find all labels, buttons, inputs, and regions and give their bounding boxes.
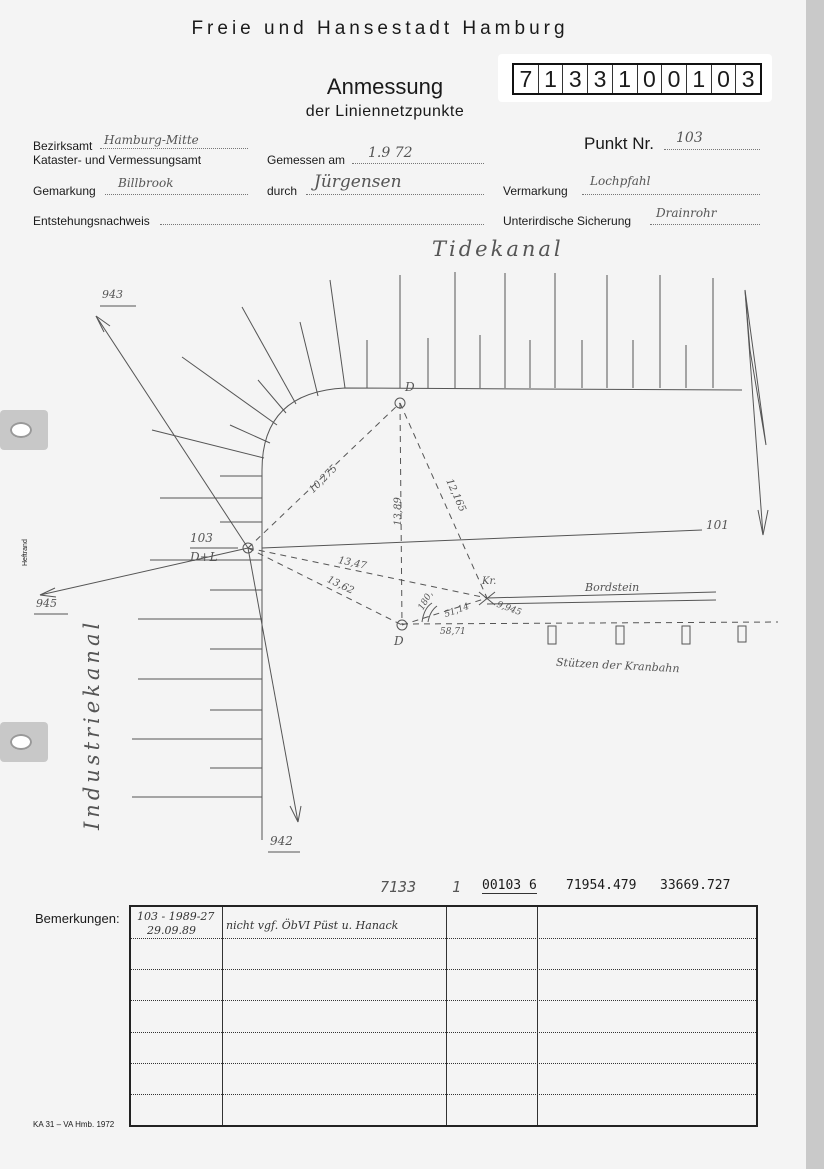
survey-sketch <box>0 230 806 870</box>
measure-1362: 13,62 <box>325 574 356 597</box>
measure-5871: 58,71 <box>440 627 466 637</box>
vermarkung-label: Vermarkung <box>503 184 568 198</box>
bezirksamt-value: Hamburg-Mitte <box>104 133 199 147</box>
remarks-col-divider <box>537 907 538 1125</box>
punkt-label: Punkt Nr. <box>584 134 654 153</box>
remarks-row-divider <box>131 1000 756 1001</box>
measure-1389: 13,89 <box>392 497 404 526</box>
durch-line <box>306 194 484 195</box>
measure-5114: 51,14 <box>443 601 471 621</box>
industriekanal-label: Industriekanal <box>80 618 104 830</box>
document-title: Anmessung <box>326 74 444 99</box>
remarks-col-divider <box>446 907 447 1125</box>
id-digit: 7 <box>514 65 539 93</box>
gemessen-value: 1.9 72 <box>368 145 413 161</box>
vermarkung-value: Lochpfahl <box>590 174 651 188</box>
coord-sub: 1 <box>452 878 462 896</box>
measure-9945: 9,945 <box>495 599 523 619</box>
id-digit: 1 <box>613 65 638 93</box>
remarks-col-divider <box>222 907 223 1125</box>
sicherung-value: Drainrohr <box>656 206 717 220</box>
remarks-row-divider <box>131 1032 756 1033</box>
id-digit: 3 <box>588 65 613 93</box>
id-digit: 1 <box>539 65 564 93</box>
id-digit: 0 <box>662 65 687 93</box>
point-d-top-label: D <box>405 380 415 394</box>
gemarkung-line <box>105 194 248 195</box>
measure-180: 180, <box>416 589 436 613</box>
point-d-bottom-label: D <box>394 634 404 648</box>
coord-blatt: 7133 <box>380 878 417 896</box>
point-103-sub-label: D+L <box>190 550 218 564</box>
bordstein-label: Bordstein <box>585 581 640 594</box>
point-101-label: 101 <box>706 518 729 532</box>
document-subtitle: der Liniennetzpunkte <box>305 103 465 120</box>
remark-ref: 103 - 1989-27 <box>137 910 215 923</box>
measure-10275: 10,275 <box>307 463 340 496</box>
id-digit: 0 <box>712 65 737 93</box>
form-code: KA 31 – VA Hmb. 1972 <box>33 1120 115 1129</box>
remark-date: 29.09.89 <box>147 924 196 937</box>
entstehung-line <box>160 224 484 225</box>
bezirksamt-label: Bezirksamt <box>33 139 93 153</box>
vermarkung-line <box>582 194 760 195</box>
point-945-label: 945 <box>36 597 57 610</box>
state-title: Freie und Hansestadt Hamburg <box>191 18 569 39</box>
punkt-value: 103 <box>676 130 703 146</box>
remarks-row-divider <box>131 969 756 970</box>
kranbahn-label: Stützen der Kranbahn <box>555 655 680 676</box>
sicherung-label: Unterirdische Sicherung <box>503 214 632 228</box>
gemarkung-value: Billbrook <box>118 176 174 190</box>
id-digit: 3 <box>563 65 588 93</box>
heftrand-label: Heftrand <box>22 539 29 566</box>
remarks-row-divider <box>131 938 756 939</box>
gemessen-label: Gemessen am <box>267 153 346 167</box>
durch-value: Jürgensen <box>314 172 402 192</box>
punkt-line <box>664 149 760 150</box>
entstehung-label: Entstehungsnachweis <box>33 214 150 228</box>
remarks-row-divider <box>131 1094 756 1095</box>
durch-label: durch <box>267 184 298 198</box>
point-943-label: 943 <box>102 288 123 301</box>
kataster-label: Kataster- und Vermessungsamt <box>33 153 202 167</box>
tidekanal-label: Tidekanal <box>432 237 564 261</box>
measure-12165: 12,165 <box>443 477 468 514</box>
id-digit: 3 <box>741 66 755 92</box>
sheet-edge-shadow <box>806 0 824 1169</box>
measure-1347: 13,47 <box>337 555 368 572</box>
coord-x: 71954.479 <box>566 878 637 893</box>
remarks-table <box>129 905 758 1127</box>
gemessen-line <box>352 163 484 164</box>
point-103-label: 103 <box>190 531 213 545</box>
id-digit: 0 <box>638 65 663 93</box>
remarks-row-divider <box>131 1063 756 1064</box>
coord-point: 00103 6 <box>482 878 537 893</box>
point-942-label: 942 <box>270 834 293 848</box>
gemarkung-label: Gemarkung <box>33 184 96 198</box>
id-digit: 1 <box>687 65 712 93</box>
coord-y: 33669.727 <box>660 878 731 893</box>
bezirksamt-line <box>100 148 248 149</box>
remark-text: nicht vgf. ÖbVI Püst u. Hanack <box>226 919 399 932</box>
remarks-label: Bemerkungen: <box>35 911 120 926</box>
sicherung-line <box>650 224 760 225</box>
point-id-box <box>498 54 772 102</box>
kran-label: Kr. <box>482 576 497 587</box>
